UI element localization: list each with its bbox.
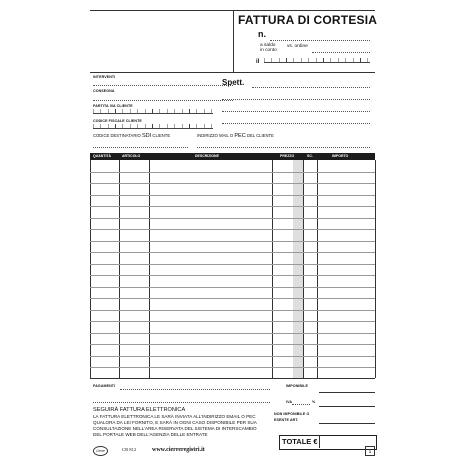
- table-bottom-border: [90, 378, 375, 379]
- iva-label: IVA: [286, 400, 293, 404]
- pec-prefix: INDIRIZZO MAIL O: [197, 133, 235, 138]
- spett-label: Spett.: [222, 78, 245, 87]
- table-row[interactable]: [90, 183, 375, 184]
- seguira-title: SEGUIRÀ FATTURA ELETTRONICA: [93, 407, 186, 413]
- table-row[interactable]: [90, 310, 375, 311]
- pec-strong: PEC: [234, 133, 246, 139]
- table-header: [90, 153, 375, 160]
- pagamenti-label: PAGAMENTI: [93, 384, 116, 388]
- date-field[interactable]: [264, 58, 370, 63]
- partita-iva-field[interactable]: [93, 109, 213, 114]
- col-prezzo: PREZZO: [280, 153, 295, 158]
- totale-label: TOTALE €: [282, 437, 318, 446]
- consegna-label: CONSEGNA: [93, 89, 115, 93]
- table-row[interactable]: [90, 287, 375, 288]
- table-row[interactable]: [90, 195, 375, 196]
- pec-suffix: DEL CLIENTE: [245, 133, 274, 138]
- invoice-form: [90, 10, 378, 458]
- pec-label: [197, 134, 274, 140]
- interventi-field[interactable]: [93, 85, 233, 86]
- table-left-border: [90, 160, 91, 378]
- saldo-label: a saldo: [260, 43, 276, 48]
- client-line-3[interactable]: [222, 111, 370, 112]
- product-code: CR 812: [122, 447, 137, 452]
- codice-sdi-prefix: CODICE DESTINATARIO: [93, 133, 142, 138]
- pagamenti-field-2[interactable]: [93, 402, 270, 403]
- codice-sdi-label: [93, 134, 170, 140]
- vs-ordine-label: vs. ordine: [287, 44, 308, 49]
- non-imponibile-label: NON IMPONIBILE O: [274, 412, 310, 416]
- website: www.cierreregistri.it: [152, 447, 205, 453]
- client-line-1[interactable]: [252, 87, 370, 88]
- esente-label: ESENTE ART.: [274, 418, 299, 422]
- table-row[interactable]: [90, 321, 375, 322]
- table-row[interactable]: [90, 241, 375, 242]
- col-divider-2: [149, 160, 150, 378]
- codice-fiscale-label: CODICE FISCALE CLIENTE: [93, 119, 142, 123]
- header-divider: [90, 72, 375, 73]
- table-row[interactable]: [90, 333, 375, 334]
- iva-rate-field[interactable]: [292, 404, 310, 405]
- col-quantita: QUANTITÀ: [93, 153, 112, 158]
- iva-field[interactable]: [319, 396, 375, 407]
- table-row[interactable]: [90, 229, 375, 230]
- client-line-2[interactable]: [222, 99, 370, 100]
- imponibile-label: IMPONIBILE: [286, 384, 308, 388]
- notice-line-2: QUALORA DA LEI FORNITO, E SARÀ IN OGNI CASO DISPONIBILE PER SUA: [93, 420, 257, 425]
- codice-sdi-suffix: CLIENTE: [151, 133, 171, 138]
- notice-line-1: LA FATTURA ELETTRONICA LE SARÀ INVIATA ALL'INDIRIZZO EMAIL O PEC: [93, 414, 256, 419]
- notice-line-4: DEL PORTALE WEB DELL'AGENZIA DELLE ENTRATE: [93, 432, 208, 437]
- codice-fiscale-field[interactable]: [93, 124, 213, 129]
- partita-iva-label: PARTITA IVA CLIENTE: [93, 104, 133, 108]
- imponibile-field[interactable]: [319, 382, 375, 393]
- number-label: n.: [258, 29, 266, 39]
- pec-field[interactable]: [197, 147, 370, 148]
- date-label: il: [256, 59, 260, 65]
- col-articolo: ARTICOLO: [122, 153, 141, 158]
- table-row[interactable]: [90, 264, 375, 265]
- number-field[interactable]: [270, 40, 370, 41]
- codice-sdi-field[interactable]: [93, 147, 188, 148]
- interventi-label: INTERVENTI: [93, 75, 116, 79]
- table-row[interactable]: [90, 275, 375, 276]
- totale-divider: [319, 435, 320, 448]
- consegna-field[interactable]: [93, 100, 233, 101]
- table-row[interactable]: [90, 252, 375, 253]
- table-row[interactable]: [90, 172, 375, 173]
- table-row[interactable]: [90, 218, 375, 219]
- table-row[interactable]: [90, 344, 375, 345]
- vs-ordine-field[interactable]: [312, 52, 370, 53]
- table-row[interactable]: [90, 206, 375, 207]
- col-sconto: SC.: [307, 153, 313, 158]
- esente-field[interactable]: [319, 412, 375, 424]
- codice-sdi-strong: SDI: [141, 133, 152, 139]
- table-row[interactable]: [90, 367, 375, 368]
- col-descrizione: DESCRIZIONE: [195, 153, 219, 158]
- pagamenti-field[interactable]: [120, 389, 270, 390]
- table-row[interactable]: [90, 356, 375, 357]
- title-box-left-border: [233, 10, 234, 72]
- col-divider-4: [303, 160, 304, 378]
- page-number: 1: [365, 446, 375, 456]
- notice-line-3: CONSULTAZIONE NELL'AREA RISERVATA DEL SISTEMA DI INTERSCAMBIO: [93, 426, 257, 431]
- document-title: FATTURA DI CORTESIA: [238, 13, 378, 27]
- col-divider-3: [272, 160, 273, 378]
- brand-logo: Cierre: [93, 446, 108, 456]
- iva-percent: %: [312, 400, 316, 404]
- in-conto-label: in conto: [260, 48, 277, 53]
- col-divider-1: [119, 160, 120, 378]
- client-line-4[interactable]: [222, 123, 370, 124]
- col-divider-5: [317, 160, 318, 378]
- table-right-border: [375, 160, 376, 378]
- col-importo: IMPORTO: [332, 153, 349, 158]
- table-row[interactable]: [90, 298, 375, 299]
- prezzo-shaded-column: [293, 160, 303, 378]
